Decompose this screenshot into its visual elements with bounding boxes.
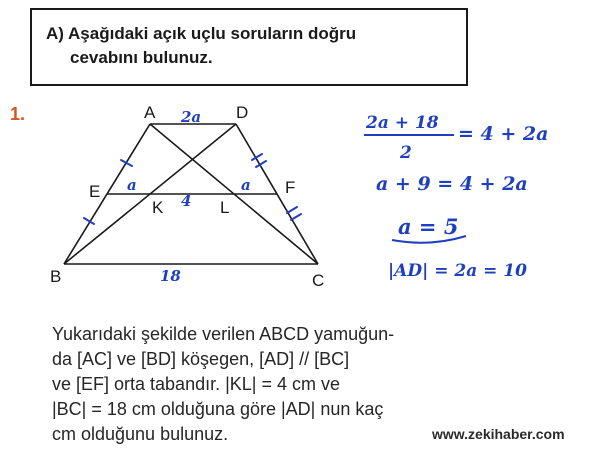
label-ek-length: a [127,176,137,194]
solution-denominator: 2 [400,143,412,163]
solution-rhs-1: = 4 + 2a [458,123,549,145]
tick-fc-1 [287,207,297,213]
problem-line-5: cm olduğunu bulunuz. [52,424,229,444]
point-k: K [152,198,164,217]
vertex-a: A [144,103,156,122]
problem-line-3: ve [EF] orta tabandır. |KL| = 4 cm ve [52,374,340,394]
label-lf-length: a [241,176,251,194]
problem-statement [52,322,492,447]
point-l: L [220,198,230,217]
tick-fc-2 [291,214,301,220]
problem-line-2: da [AC] ve [BD] köşegen, [AD] // [BC] [52,349,350,369]
vertex-c: C [312,271,325,290]
handwritten-solution [364,113,548,281]
solution-line-4: |AD| = 2a = 10 [388,261,527,281]
vertex-f: F [285,178,296,197]
site-watermark: www.zekihaber.com [432,426,565,442]
label-ad-length: 2a [181,108,202,126]
label-kl-length: 4 [181,192,192,210]
question-number: 1. [10,104,26,124]
problem-line-1: Yukarıdaki şekilde verilen ABCD yamuğun- [52,324,395,344]
vertex-e: E [89,182,101,201]
solution-line-2: a + 9 = 4 + 2a [376,173,528,195]
solution-numerator: 2a + 18 [366,113,439,133]
instruction-line-2: cevabını bulunuz. [70,48,213,67]
instruction-line-1: A) Aşağıdaki açık uçlu soruların doğru [46,24,357,43]
problem-line-4: |BC| = 18 cm olduğuna göre |AD| nun kaç [52,399,384,419]
solution-line-3: a = 5 [398,214,459,239]
vertex-b: B [50,267,62,286]
vertex-d: D [236,103,249,122]
label-bc-length: 18 [160,267,181,285]
